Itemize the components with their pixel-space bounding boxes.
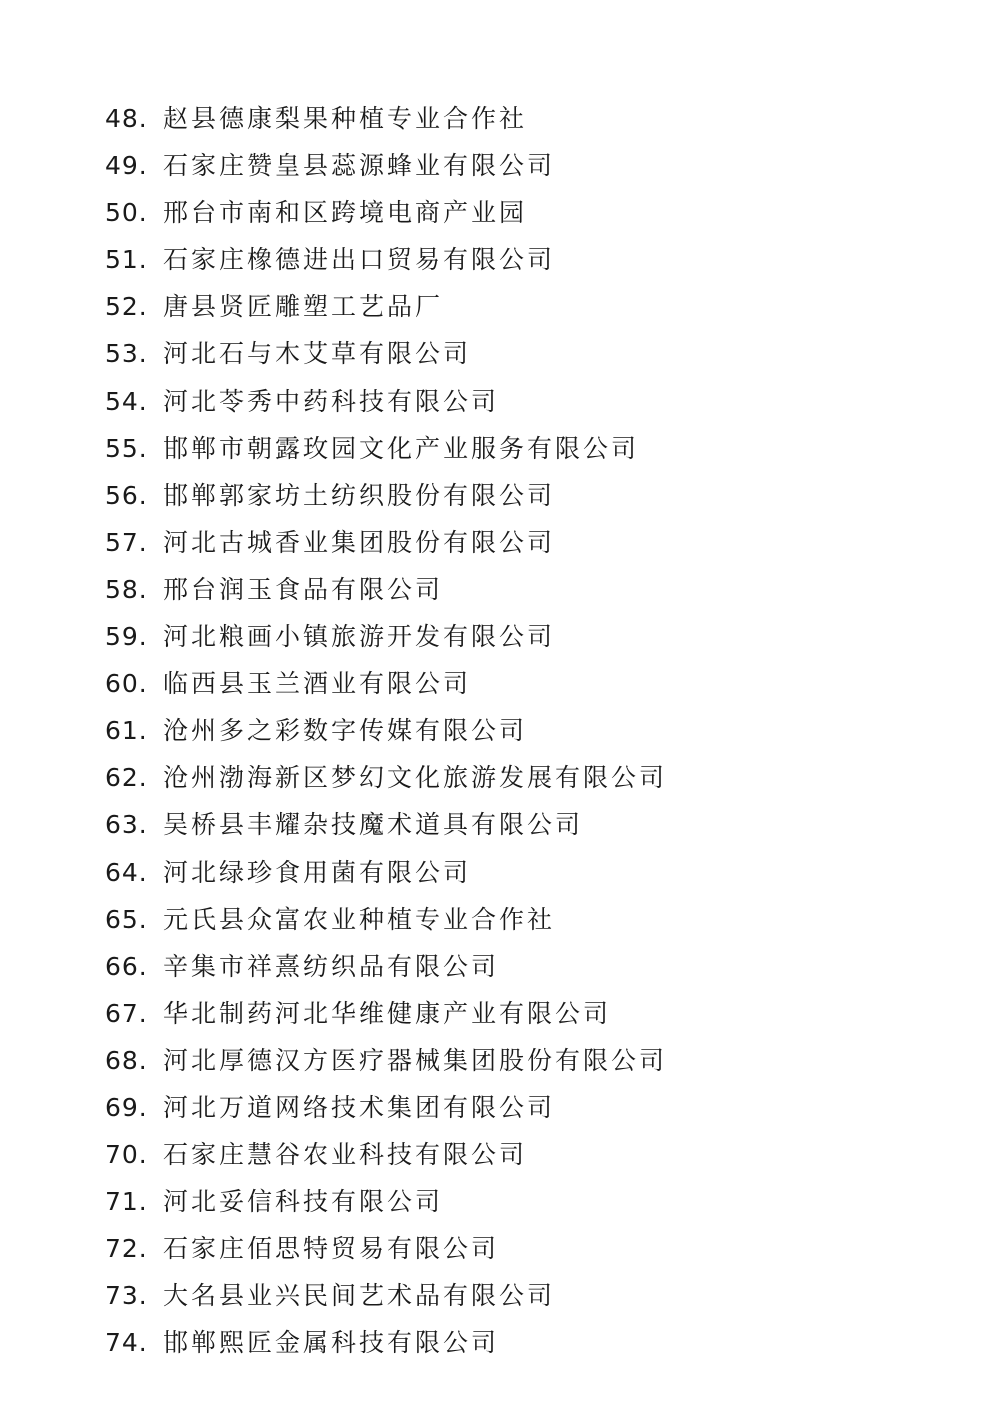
item-number: 51. [105,245,148,275]
item-number: 72. [105,1234,148,1264]
company-name: 石家庄橡德进出口贸易有限公司 [163,245,556,275]
item-number: 57. [105,527,148,557]
list-item [105,1225,667,1272]
company-name: 华北制药河北华维健康产业有限公司 [163,998,612,1028]
list-item [105,95,667,142]
company-name: 河北苓秀中药科技有限公司 [163,386,500,416]
list-item [105,1272,667,1319]
company-name: 河北厚德汉方医疗器械集团股份有限公司 [163,1045,668,1075]
item-number: 65. [105,904,148,934]
company-name: 沧州多之彩数字传媒有限公司 [163,716,528,746]
company-name: 元氏县众富农业种植专业合作社 [163,904,556,934]
company-name: 河北妥信科技有限公司 [163,1187,444,1217]
item-number: 66. [105,951,148,981]
item-number: 71. [105,1187,148,1217]
list-item [105,613,667,660]
item-number: 56. [105,480,148,510]
list-item [105,566,667,613]
item-number: 59. [105,622,148,652]
company-name: 邢台市南和区跨境电商产业园 [163,198,528,228]
company-name: 石家庄慧谷农业科技有限公司 [163,1140,528,1170]
list-item [105,660,667,707]
item-number: 64. [105,857,148,887]
list-item [105,1131,667,1178]
list-item [105,849,667,896]
list-item [105,1178,667,1225]
list-item [105,330,667,377]
list-item [105,896,667,943]
company-name: 石家庄佰思特贸易有限公司 [163,1234,500,1264]
company-list [105,95,667,1367]
company-name: 吴桥县丰耀杂技魔术道具有限公司 [163,810,584,840]
list-item [105,519,667,566]
item-number: 54. [105,386,148,416]
company-name: 沧州渤海新区梦幻文化旅游发展有限公司 [163,763,668,793]
company-name: 临西县玉兰酒业有限公司 [163,669,472,699]
list-item [105,801,667,848]
company-name: 邯郸郭家坊土纺织股份有限公司 [163,480,556,510]
item-number: 53. [105,339,148,369]
list-item [105,142,667,189]
item-number: 61. [105,716,148,746]
item-number: 58. [105,574,148,604]
list-item [105,189,667,236]
company-name: 河北粮画小镇旅游开发有限公司 [163,622,556,652]
item-number: 73. [105,1281,148,1311]
list-item [105,472,667,519]
company-name: 石家庄赞皇县蕊源蜂业有限公司 [163,151,556,181]
company-name: 邯郸熙匠金属科技有限公司 [163,1328,500,1358]
company-name: 邯郸市朝露玫园文化产业服务有限公司 [163,433,640,463]
item-number: 67. [105,998,148,1028]
item-number: 60. [105,669,148,699]
company-name: 辛集市祥熹纺织品有限公司 [163,951,500,981]
list-item [105,1084,667,1131]
item-number: 62. [105,763,148,793]
item-number: 74. [105,1328,148,1358]
list-item [105,1319,667,1366]
item-number: 55. [105,433,148,463]
company-name: 唐县贤匠雕塑工艺品厂 [163,292,444,322]
list-item [105,236,667,283]
list-item [105,707,667,754]
company-name: 大名县业兴民间艺术品有限公司 [163,1281,556,1311]
item-number: 70. [105,1140,148,1170]
item-number: 69. [105,1092,148,1122]
list-item [105,1037,667,1084]
list-item [105,425,667,472]
company-name: 邢台润玉食品有限公司 [163,574,444,604]
list-item [105,754,667,801]
item-number: 68. [105,1045,148,1075]
list-item [105,990,667,1037]
item-number: 50. [105,198,148,228]
company-name: 赵县德康梨果种植专业合作社 [163,104,528,133]
company-name: 河北万道网络技术集团有限公司 [163,1092,556,1122]
item-number: 49. [105,151,148,181]
company-name: 河北古城香业集团股份有限公司 [163,527,556,557]
item-number: 52. [105,292,148,322]
list-item [105,943,667,990]
list-item [105,378,667,425]
item-number: 48. [105,104,148,133]
company-name: 河北石与木艾草有限公司 [163,339,472,369]
list-item [105,283,667,330]
company-name: 河北绿珍食用菌有限公司 [163,857,472,887]
item-number: 63. [105,810,148,840]
